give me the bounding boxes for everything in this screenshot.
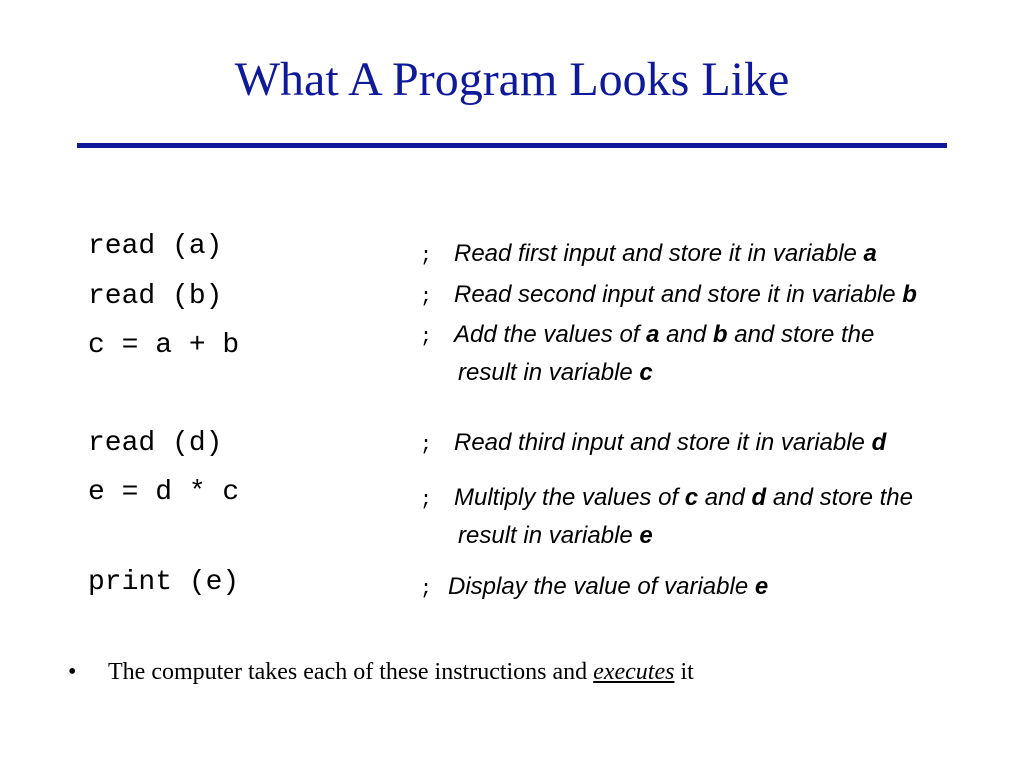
comment-text: and store the xyxy=(766,484,913,511)
comment-variable: e xyxy=(639,522,653,549)
bullet-text-end: it xyxy=(674,659,694,685)
comment-variable: c xyxy=(684,484,699,511)
comment-semicolon: ; xyxy=(420,245,433,268)
comment-text: result in variable xyxy=(458,522,640,549)
comment-variable: a xyxy=(646,321,660,348)
comment-variable: a xyxy=(863,240,877,267)
bullet-marker: • xyxy=(68,659,77,685)
bullet-text: The computer takes each of these instructions and xyxy=(108,659,594,685)
comment-1 xyxy=(420,236,877,274)
comment-2 xyxy=(420,277,917,315)
bullet-emphasis: executes xyxy=(593,659,675,685)
slide-title: What A Program Looks Like xyxy=(234,53,790,106)
comment-3 xyxy=(420,317,874,390)
comment-text: result in variable xyxy=(458,359,640,386)
comment-4 xyxy=(420,425,886,463)
comment-variable: e xyxy=(754,573,769,600)
comment-semicolon: ; xyxy=(420,286,433,309)
code-line-read-a: read (a) xyxy=(88,231,223,262)
comment-semicolon: ; xyxy=(420,489,433,512)
title-underline-rule xyxy=(77,143,947,148)
comment-variable: d xyxy=(751,484,767,511)
comment-variable: c xyxy=(639,359,653,386)
comment-text: and xyxy=(698,484,752,511)
comment-text: Read first input and store it in variable xyxy=(454,240,864,267)
code-line-print-e: print (e) xyxy=(88,567,240,598)
bullet-item xyxy=(68,656,694,688)
code-line-c-assign: c = a + b xyxy=(88,330,240,361)
comment-text: Read second input and store it in variable xyxy=(454,281,903,308)
comment-text: Display the value of variable xyxy=(448,573,755,600)
comment-text: Multiply the values of xyxy=(454,484,685,511)
comment-semicolon: ; xyxy=(420,578,433,601)
comment-continuation xyxy=(420,518,913,553)
code-line-read-d: read (d) xyxy=(88,428,223,459)
code-line-e-assign: e = d * c xyxy=(88,477,240,508)
code-line-read-b: read (b) xyxy=(88,281,223,312)
comment-text: Add the values of xyxy=(454,321,647,348)
comment-variable: b xyxy=(712,321,728,348)
comment-6 xyxy=(420,569,768,607)
comment-variable: d xyxy=(871,429,887,456)
comment-variable: b xyxy=(902,281,917,308)
comment-semicolon: ; xyxy=(420,434,433,457)
comment-5 xyxy=(420,480,913,553)
comment-continuation xyxy=(420,355,874,390)
comment-text: Read third input and store it in variable xyxy=(454,429,872,456)
comment-semicolon: ; xyxy=(420,326,433,349)
comment-text: and xyxy=(659,321,713,348)
comment-text: and store the xyxy=(727,321,875,348)
